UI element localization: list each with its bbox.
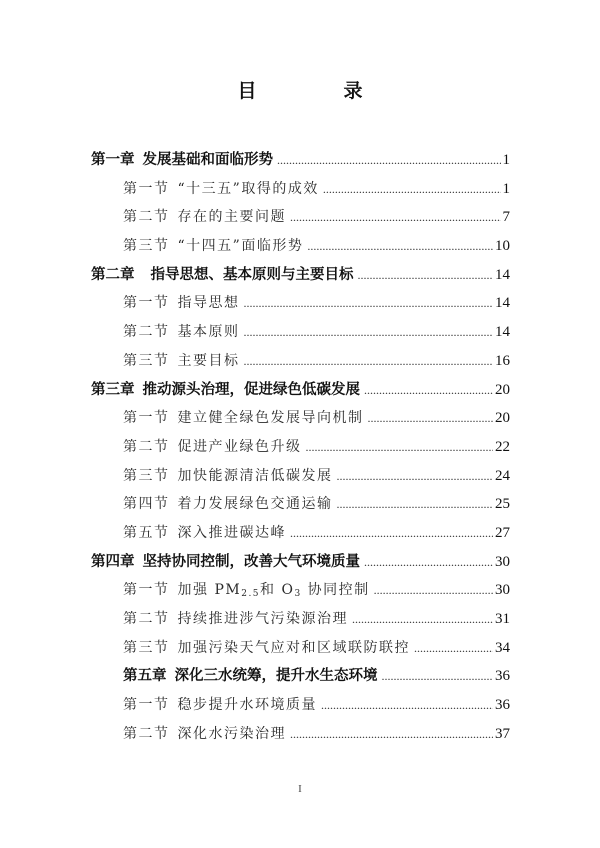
section-number: 第四节 <box>123 496 170 513</box>
section-title: 基本原则 <box>177 324 240 341</box>
dot-leader <box>244 347 494 376</box>
toc-section[interactable] <box>91 490 510 519</box>
page-number: 10 <box>495 238 510 255</box>
section-number: 第二节 <box>123 725 170 742</box>
section-number: 第二节 <box>123 438 170 455</box>
chapter-title: 指导思想、基本原则与主要目标 <box>150 266 354 283</box>
toc-chapter-3[interactable] <box>91 376 510 405</box>
toc-section[interactable] <box>91 203 510 232</box>
toc-section[interactable] <box>91 404 510 433</box>
section-title: 主要目标 <box>177 352 240 369</box>
section-number: 第二节 <box>123 611 170 627</box>
section-title: 深化水污染治理 <box>177 725 286 742</box>
page-number: 20 <box>495 381 510 398</box>
page-number: 22 <box>495 438 510 455</box>
page-number: 30 <box>495 582 510 599</box>
dot-leader <box>337 462 494 491</box>
page-number: 1 <box>502 180 510 197</box>
page-number: 20 <box>495 410 510 427</box>
dot-leader <box>337 490 494 519</box>
dot-leader <box>244 289 494 318</box>
page-number: 27 <box>495 524 510 541</box>
section-title: 着力发展绿色交通运输 <box>177 496 333 513</box>
chapter-title: 坚持协同控制，改善大气环境质量 <box>142 553 360 570</box>
page-number: 14 <box>495 266 510 283</box>
section-number: 第一节 <box>123 180 170 197</box>
section-number: 第三节 <box>123 352 170 369</box>
dot-leader <box>364 376 493 405</box>
section-title: 加强污染天气应对和区域联防联控 <box>177 639 410 656</box>
dot-leader <box>290 203 501 232</box>
page-number: 36 <box>495 668 510 685</box>
section-number: 第一节 <box>123 295 170 312</box>
toc-chapter-2[interactable] <box>91 261 510 290</box>
dot-leader <box>352 605 493 634</box>
dot-leader <box>414 634 493 663</box>
toc-section[interactable] <box>91 433 510 462</box>
chapter-number: 第一章 <box>91 152 135 168</box>
page-number: 14 <box>495 324 510 341</box>
page-number: 16 <box>495 352 510 369</box>
chapter-number: 第三章 <box>91 381 135 398</box>
toc-section[interactable] <box>91 462 510 491</box>
toc-section[interactable] <box>91 691 510 720</box>
toc-section[interactable] <box>91 576 510 605</box>
toc-section[interactable] <box>91 289 510 318</box>
section-title: 持续推进涉气污染源治理 <box>177 611 348 627</box>
dot-leader <box>277 146 501 175</box>
toc-section[interactable] <box>91 519 510 548</box>
toc-section[interactable] <box>91 605 510 634</box>
dot-leader <box>382 662 494 691</box>
page-number: 24 <box>495 467 510 484</box>
page-footer-number: I <box>298 783 302 795</box>
dot-leader <box>290 519 493 548</box>
page-title: 目 录 <box>237 80 397 102</box>
page-number: 1 <box>502 152 510 168</box>
toc-chapter-1[interactable] <box>91 146 510 175</box>
section-number: 第二节 <box>123 209 170 226</box>
section-number: 第二节 <box>123 324 170 341</box>
toc-section[interactable] <box>91 318 510 347</box>
dot-leader <box>368 404 494 433</box>
section-title: 存在的主要问题 <box>177 209 286 226</box>
page-number: 36 <box>495 697 510 714</box>
dot-leader <box>364 548 493 577</box>
page-number: 25 <box>495 496 510 513</box>
section-number: 第三节 <box>123 639 170 656</box>
dot-leader <box>358 261 494 290</box>
chapter-number: 第五章 <box>123 668 167 685</box>
page-number: 7 <box>502 209 510 226</box>
section-title: 加快能源清洁低碳发展 <box>177 467 333 484</box>
toc-section[interactable] <box>91 634 510 663</box>
dot-leader <box>307 232 493 261</box>
toc-section[interactable] <box>91 720 510 749</box>
dot-leader <box>244 318 494 347</box>
toc-section[interactable] <box>91 232 510 261</box>
page-number: 30 <box>495 553 510 570</box>
section-number: 第一节 <box>123 582 170 599</box>
page-number: 37 <box>495 725 510 742</box>
chapter-title: 发展基础和面临形势 <box>142 152 273 168</box>
chapter-title: 深化三水统筹，提升水生态环境 <box>174 668 378 685</box>
table-of-contents <box>91 146 510 748</box>
section-title: 稳步提升水环境质量 <box>177 697 317 714</box>
dot-leader <box>306 433 494 462</box>
section-title: 加强 $PM_{2.5}$和 $O_3$ 协同控制 <box>177 582 370 600</box>
dot-leader <box>290 720 493 749</box>
toc-section[interactable] <box>91 175 510 204</box>
section-number: 第三节 <box>123 467 170 484</box>
chapter-title: 推动源头治理，促进绿色低碳发展 <box>142 381 360 398</box>
section-title: 促进产业绿色升级 <box>177 438 302 455</box>
section-title: “十三五”取得的成效 <box>177 180 319 197</box>
toc-chapter-5[interactable] <box>91 662 510 691</box>
dot-leader <box>374 576 493 605</box>
page-number: 31 <box>495 611 510 627</box>
toc-chapter-4[interactable] <box>91 548 510 577</box>
page-number: 34 <box>495 639 510 656</box>
section-title: “十四五”面临形势 <box>177 238 304 255</box>
section-number: 第一节 <box>123 410 170 427</box>
section-number: 第三节 <box>123 238 170 255</box>
section-number: 第五节 <box>123 524 170 541</box>
section-title: 建立健全绿色发展导向机制 <box>177 410 364 427</box>
section-number: 第一节 <box>123 697 170 714</box>
chapter-number: 第四章 <box>91 553 135 570</box>
toc-section[interactable] <box>91 347 510 376</box>
dot-leader <box>321 691 493 720</box>
section-title: 深入推进碳达峰 <box>177 524 286 541</box>
chapter-number: 第二章 <box>91 266 135 283</box>
dot-leader <box>323 175 501 204</box>
page-number: 14 <box>495 295 510 312</box>
section-title: 指导思想 <box>177 295 240 312</box>
